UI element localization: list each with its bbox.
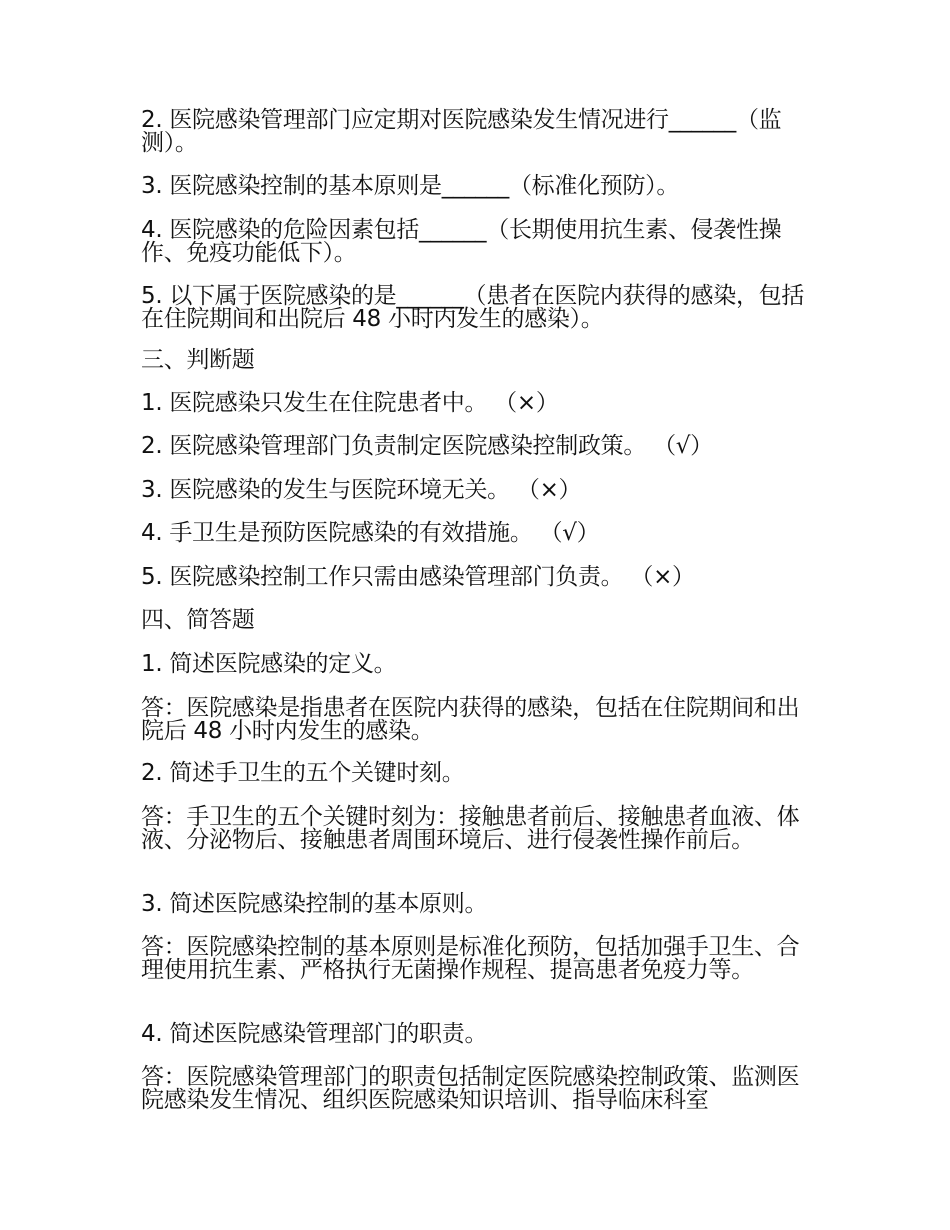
- true-false-item-4: 4. 手卫生是预防医院感染的有效措施。 （√）: [141, 520, 600, 546]
- short-answer-answer-2: 答：手卫生的五个关键时刻为：接触患者前后、接触患者血液、体液、分泌物后、接触患者周围环境后、进行侵袭性操作前后。: [141, 804, 800, 853]
- fill-blank-question-3: 3. 医院感染控制的基本原则是______（标准化预防）。: [141, 173, 680, 199]
- section-heading-short-answer: 四、简答题: [141, 607, 255, 633]
- true-false-item-1: 1. 医院感染只发生在住院患者中。 （×）: [141, 390, 559, 416]
- fill-blank-question-5: 5. 以下属于医院感染的是______（患者在医院内获得的感染，包括在住院期间和出院后 48 小时内发生的感染）。: [141, 283, 805, 332]
- short-answer-question-2: 2. 简述手卫生的五个关键时刻。: [141, 760, 465, 786]
- true-false-item-3: 3. 医院感染的发生与医院环境无关。 （×）: [141, 477, 582, 503]
- true-false-item-5: 5. 医院感染控制工作只需由感染管理部门负责。 （×）: [141, 564, 695, 590]
- short-answer-question-1: 1. 简述医院感染的定义。: [141, 651, 397, 677]
- fill-blank-question-4: 4. 医院感染的危险因素包括______（长期使用抗生素、侵袭性操作、免疫功能低下）。: [141, 217, 782, 266]
- short-answer-question-3: 3. 简述医院感染控制的基本原则。: [141, 891, 488, 917]
- section-heading-true-false: 三、判断题: [141, 347, 255, 373]
- short-answer-question-4: 4. 简述医院感染管理部门的职责。: [141, 1021, 488, 1047]
- short-answer-answer-4: 答：医院感染管理部门的职责包括制定医院感染控制政策、监测医院感染发生情况、组织医院感染知识培训、指导临床科室: [141, 1064, 800, 1113]
- true-false-item-2: 2. 医院感染管理部门负责制定医院感染控制政策。 （√）: [141, 433, 713, 459]
- fill-blank-question-2: 2. 医院感染管理部门应定期对医院感染发生情况进行______（监测）。: [141, 107, 782, 156]
- short-answer-answer-1: 答：医院感染是指患者在医院内获得的感染，包括在住院期间和出院后 48 小时内发生的感染。: [141, 695, 800, 744]
- short-answer-answer-3: 答：医院感染控制的基本原则是标准化预防，包括加强手卫生、合理使用抗生素、严格执行无菌操作规程、提高患者免疫力等。: [141, 934, 800, 983]
